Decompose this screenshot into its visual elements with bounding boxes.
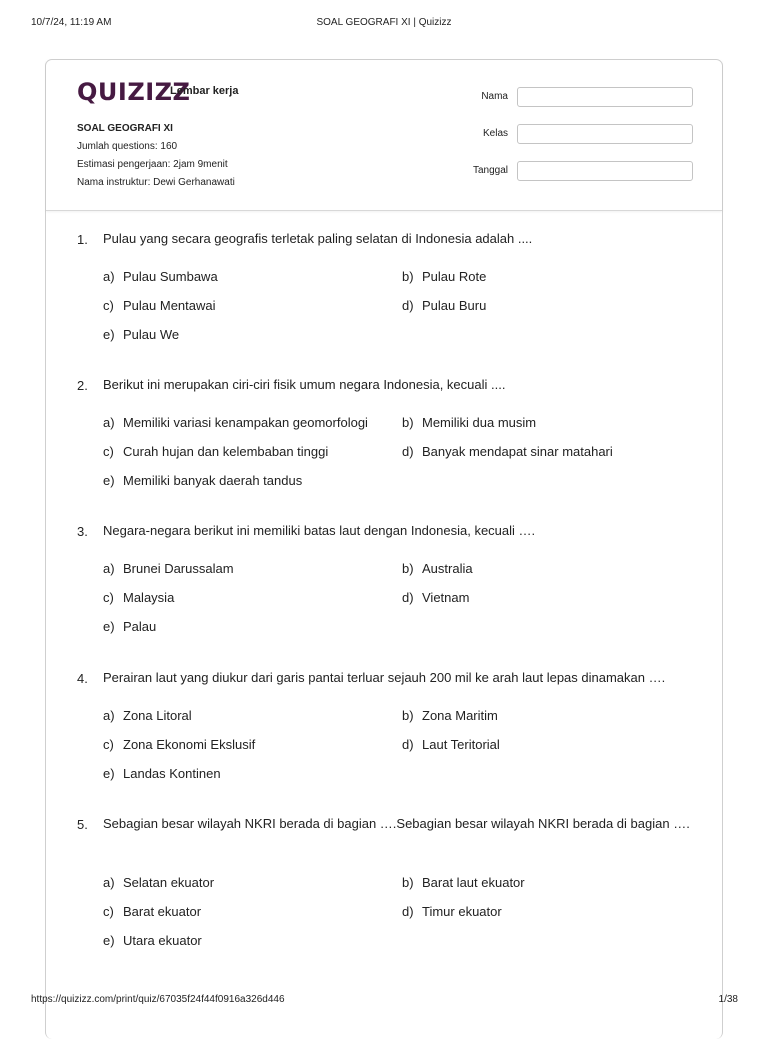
option-letter: b)	[402, 708, 414, 723]
option-text: Curah hujan dan kelembaban tinggi	[123, 444, 329, 459]
question-text: Berikut ini merupakan ciri-ciri fisik umum negara Indonesia, kecuali ....	[103, 377, 506, 392]
option-letter: d)	[402, 444, 414, 459]
estimated-time: Estimasi pengerjaan: 2jam 9menit	[77, 159, 228, 170]
option-text: Zona Litoral	[123, 708, 192, 723]
question-text: Sebagian besar wilayah NKRI berada di bagian ….Sebagian besar wilayah NKRI berada di bagian ….	[103, 816, 690, 831]
option-letter: e)	[103, 933, 115, 948]
option-text: Barat laut ekuator	[422, 875, 525, 890]
option-c	[103, 590, 174, 605]
option-text: Pulau Buru	[422, 298, 487, 313]
name-label: Nama	[481, 91, 508, 102]
option-text: Vietnam	[422, 590, 470, 605]
worksheet-header	[46, 60, 722, 211]
option-letter: d)	[402, 590, 414, 605]
print-footer	[0, 994, 768, 1008]
question-number: 1.	[77, 232, 88, 247]
option-letter: c)	[103, 904, 114, 919]
option-text: Barat ekuator	[123, 904, 202, 919]
print-datetime: 10/7/24, 11:19 AM	[31, 17, 112, 28]
worksheet	[45, 59, 723, 1039]
option-d	[402, 904, 502, 919]
print-header	[0, 17, 768, 31]
option-letter: a)	[103, 708, 115, 723]
option-c	[103, 737, 255, 752]
option-letter: b)	[402, 561, 414, 576]
quiz-meta	[77, 120, 235, 192]
option-text: Timur ekuator	[422, 904, 502, 919]
class-field[interactable]	[517, 124, 693, 144]
page-number: 1/38	[718, 994, 738, 1005]
option-a	[103, 875, 214, 890]
option-text: Pulau Sumbawa	[123, 269, 218, 284]
option-text: Memiliki dua musim	[422, 415, 537, 430]
quizizz-logo: QUIZIZZ	[77, 78, 191, 106]
option-text: Utara ekuator	[123, 933, 202, 948]
option-text: Brunei Darussalam	[123, 561, 234, 576]
option-letter: c)	[103, 298, 114, 313]
option-letter: b)	[402, 875, 414, 890]
option-e	[103, 327, 179, 342]
class-label: Kelas	[482, 128, 508, 139]
option-b	[402, 875, 525, 890]
option-c	[103, 298, 216, 313]
question-number: 5.	[77, 817, 88, 832]
option-a	[103, 561, 234, 576]
option-b	[402, 561, 473, 576]
option-text: Pulau Mentawai	[123, 298, 216, 313]
option-text: Laut Teritorial	[422, 737, 500, 752]
option-text: Australia	[422, 561, 473, 576]
option-c	[103, 904, 201, 919]
option-text: Banyak mendapat sinar matahari	[422, 444, 613, 459]
option-text: Palau	[123, 619, 157, 634]
option-letter: e)	[103, 327, 115, 342]
option-d	[402, 298, 486, 313]
option-text: Memiliki variasi kenampakan geomorfologi	[123, 415, 368, 430]
option-letter: a)	[103, 415, 115, 430]
print-url: https://quizizz.com/print/quiz/67035f24f44f0916a326d446	[31, 994, 285, 1005]
name-field[interactable]	[517, 87, 693, 107]
question-text: Pulau yang secara geografis terletak paling selatan di Indonesia adalah ....	[103, 231, 533, 246]
option-letter: c)	[103, 737, 114, 752]
option-d	[402, 444, 613, 459]
option-d	[402, 737, 500, 752]
option-text: Pulau We	[123, 327, 180, 342]
option-text: Selatan ekuator	[123, 875, 215, 890]
question-number: 4.	[77, 671, 88, 686]
option-letter: a)	[103, 269, 115, 284]
question-number: 3.	[77, 524, 88, 539]
option-text: Malaysia	[123, 590, 175, 605]
option-e	[103, 619, 156, 634]
print-title: SOAL GEOGRAFI XI | Quizizz	[316, 17, 452, 28]
option-e	[103, 473, 302, 488]
option-letter: e)	[103, 766, 115, 781]
question-text: Perairan laut yang diukur dari garis pantai terluar sejauh 200 mil ke arah laut lepas dinamakan ….	[103, 670, 666, 685]
option-a	[103, 269, 218, 284]
question-text: Negara-negara berikut ini memiliki batas laut dengan Indonesia, kecuali ….	[103, 523, 536, 538]
option-e	[103, 933, 202, 948]
option-b	[402, 415, 536, 430]
option-letter: b)	[402, 415, 414, 430]
option-letter: d)	[402, 737, 414, 752]
option-text: Zona Ekonomi Ekslusif	[123, 737, 256, 752]
option-a	[103, 415, 368, 430]
option-letter: d)	[402, 298, 414, 313]
quiz-title: SOAL GEOGRAFI XI	[77, 123, 173, 134]
option-text: Memiliki banyak daerah tandus	[123, 473, 303, 488]
option-text: Zona Maritim	[422, 708, 498, 723]
worksheet-label: Lembar kerja	[170, 85, 239, 97]
option-b	[402, 269, 486, 284]
option-d	[402, 590, 469, 605]
option-letter: e)	[103, 619, 115, 634]
option-c	[103, 444, 328, 459]
date-field[interactable]	[517, 161, 693, 181]
option-letter: a)	[103, 561, 115, 576]
option-a	[103, 708, 192, 723]
questions-count: Jumlah questions: 160	[77, 141, 178, 152]
date-label: Tanggal	[472, 165, 508, 176]
option-e	[103, 766, 221, 781]
option-letter: b)	[402, 269, 414, 284]
option-letter: c)	[103, 590, 114, 605]
question-number: 2.	[77, 378, 88, 393]
option-text: Pulau Rote	[422, 269, 487, 284]
option-letter: a)	[103, 875, 115, 890]
option-b	[402, 708, 498, 723]
option-text: Landas Kontinen	[123, 766, 221, 781]
instructor-name: Nama instruktur: Dewi Gerhanawati	[77, 177, 235, 188]
option-letter: e)	[103, 473, 115, 488]
option-letter: d)	[402, 904, 414, 919]
option-letter: c)	[103, 444, 114, 459]
